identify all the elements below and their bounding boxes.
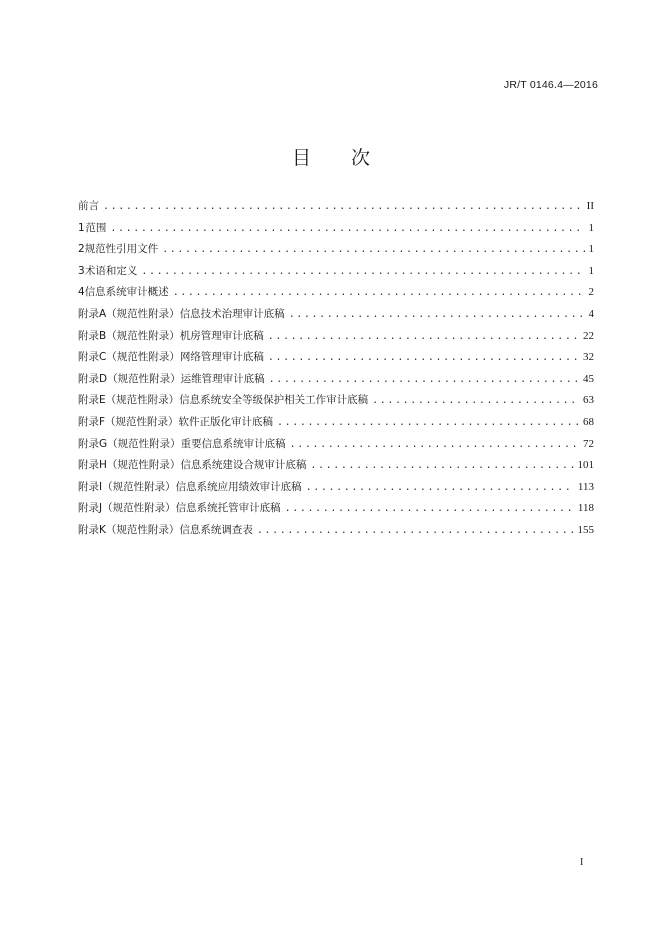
toc-entry-label: 信息系统建设合规审计底稿 (180, 459, 307, 472)
toc-entry-label: 运维管理审计底稿 (180, 372, 265, 385)
toc-leader-dots (372, 395, 579, 406)
toc-entry[interactable] (78, 457, 594, 479)
toc-leader-dots (268, 352, 579, 363)
toc-entry[interactable] (78, 220, 594, 242)
toc-entry[interactable] (78, 306, 594, 328)
toc-entry[interactable] (78, 436, 594, 458)
page-title (0, 143, 662, 170)
toc-leader-dots (268, 331, 579, 342)
toc-entry-page: II (586, 200, 594, 212)
toc-entry-label: 信息系统应用绩效审计底稿 (175, 480, 302, 493)
toc-leader-dots (141, 266, 584, 277)
toc-leader-dots (306, 482, 574, 493)
toc-entry-page: 1 (588, 264, 594, 277)
toc-leader-dots (162, 244, 584, 255)
toc-entry[interactable] (78, 198, 594, 220)
toc-entry-page: 2 (588, 286, 594, 299)
toc-entry-annex: 附录E（规范性附录） (78, 394, 180, 407)
table-of-contents (78, 198, 594, 544)
toc-entry-label: 信息系统调查表 (179, 523, 253, 536)
toc-entry-annex: 附录C（规范性附录） (78, 351, 180, 364)
toc-entry-page: 4 (588, 307, 594, 320)
title-part-1: 目 (291, 147, 311, 169)
toc-entry-annex: 附录H（规范性附录） (78, 459, 181, 472)
toc-entry-annex: 附录F（规范性附录） (78, 415, 179, 428)
toc-entry-label: 网络管理审计底稿 (179, 351, 264, 364)
page-number: I (580, 857, 584, 868)
toc-entry[interactable] (78, 500, 594, 522)
toc-entry-page: 63 (583, 394, 594, 407)
toc-entry-label: 机房管理审计底稿 (179, 329, 264, 342)
toc-leader-dots (269, 374, 579, 385)
toc-entry[interactable] (78, 328, 594, 350)
toc-entry-annex: 附录K（规范性附录） (78, 523, 180, 536)
toc-entry[interactable] (78, 349, 594, 371)
toc-leader-dots (310, 460, 573, 471)
toc-entry-page: 113 (577, 480, 594, 493)
toc-entry[interactable] (78, 284, 594, 306)
toc-leader-dots (103, 201, 583, 212)
toc-entry[interactable] (78, 522, 594, 544)
toc-entry-page: 22 (583, 329, 594, 342)
toc-entry-page: 101 (577, 459, 594, 472)
toc-entry[interactable] (78, 414, 594, 436)
toc-leader-dots (257, 525, 574, 536)
toc-entry[interactable] (78, 392, 594, 414)
toc-entry-number: 2 (78, 243, 85, 256)
toc-entry-annex: 附录J（规范性附录） (78, 502, 176, 515)
standard-code: JR/T 0146.4—2016 (503, 79, 598, 91)
toc-entry-annex: 附录A（规范性附录） (78, 307, 180, 320)
toc-leader-dots (289, 309, 585, 320)
toc-entry[interactable] (78, 371, 594, 393)
toc-entry-page: 68 (583, 415, 594, 428)
toc-entry-label: 规范性引用文件 (84, 243, 159, 256)
toc-entry-page: 72 (583, 437, 594, 450)
toc-entry-label: 软件正版化审计底稿 (178, 415, 274, 428)
toc-entry-number: 1 (78, 221, 85, 234)
title-part-2: 次 (351, 147, 371, 169)
toc-leader-dots (173, 287, 585, 298)
toc-leader-dots (290, 439, 579, 450)
toc-entry[interactable] (78, 241, 594, 263)
toc-entry-label: 信息技术治理审计底稿 (179, 307, 285, 320)
toc-entry-page: 32 (583, 351, 594, 364)
toc-entry-number: 3 (78, 264, 85, 277)
toc-entry-label: 信息系统安全等级保护相关工作审计底稿 (179, 394, 369, 407)
toc-leader-dots (285, 503, 574, 514)
toc-entry-annex: 附录D（规范性附录） (78, 372, 181, 385)
toc-entry-page: 118 (577, 502, 594, 515)
toc-entry-annex: 附录I（规范性附录） (78, 480, 176, 493)
toc-entry-label: 术语和定义 (84, 264, 138, 277)
toc-leader-dots (277, 417, 579, 428)
toc-leader-dots (110, 223, 584, 234)
toc-entry-label: 信息系统托管审计底稿 (175, 502, 281, 515)
toc-entry-page: 1 (588, 221, 594, 234)
toc-entry-page: 155 (577, 523, 594, 536)
toc-entry-annex: 附录G（规范性附录） (78, 437, 181, 450)
toc-entry-number: 4 (78, 286, 85, 299)
toc-entry-annex: 附录B（规范性附录） (78, 329, 180, 342)
toc-entry-page: 1 (588, 243, 594, 256)
toc-entry-label: 信息系统审计概述 (84, 286, 169, 299)
toc-entry[interactable] (78, 263, 594, 285)
toc-entry[interactable] (78, 479, 594, 501)
toc-entry-label: 重要信息系统审计底稿 (180, 437, 286, 450)
toc-entry-label: 范围 (85, 221, 107, 234)
toc-entry-page: 45 (583, 372, 594, 385)
toc-entry-label: 前言 (78, 200, 99, 212)
